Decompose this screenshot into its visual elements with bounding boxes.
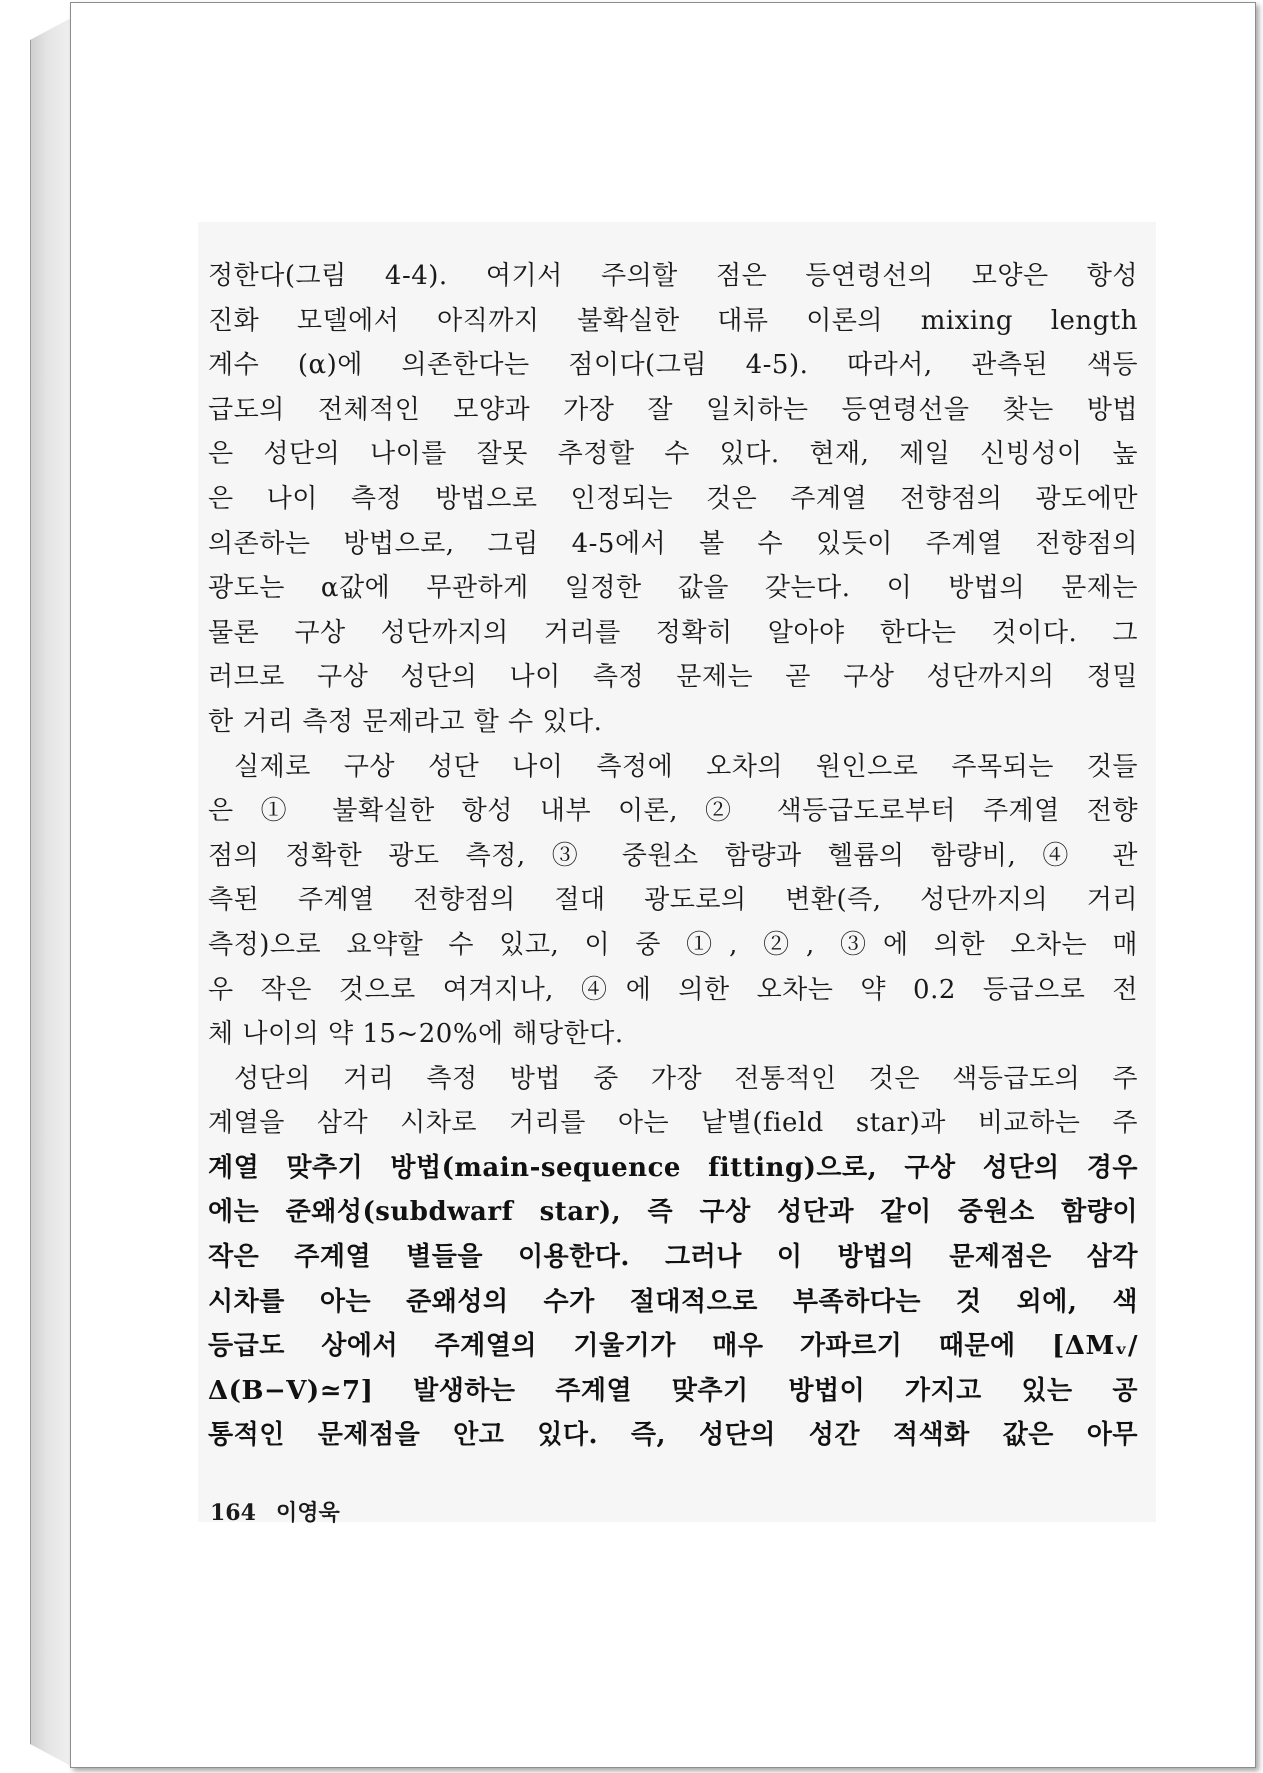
text-line: 체 나이의 약 15~20%에 해당한다. <box>208 1019 624 1050</box>
text-line: 은 나이 측정 방법으로 인정되는 것은 주계열 전향점의 광도에만 <box>208 483 1138 514</box>
text-line: 광도는 α값에 무관하게 일정한 값을 갖는다. 이 방법의 문제는 <box>208 573 1138 604</box>
text-line: 실제로 구상 성단 나이 측정에 오차의 원인으로 주목되는 것들 <box>234 751 1138 782</box>
text-line: 등급도 상에서 주계열의 기울기가 매우 가파르기 때문에 [ΔMᵥ/ <box>208 1331 1138 1362</box>
author-name: 이영욱 <box>275 1500 340 1526</box>
text-line: Δ(B−V)≃7] 발생하는 주계열 맞추기 방법이 가지고 있는 공 <box>208 1375 1138 1406</box>
text-line: 계수 (α)에 의존한다는 점이다(그림 4-5). 따라서, 관측된 색등 <box>208 350 1138 381</box>
text-line: 작은 주계열 별들을 이용한다. 그러나 이 방법의 문제점은 삼각 <box>208 1242 1138 1273</box>
text-line: 계열 맞추기 방법(main-sequence fitting)으로, 구상 성단의 경우 <box>208 1152 1138 1183</box>
text-line: 은 성단의 나이를 잘못 추정할 수 있다. 현재, 제일 신빙성이 높 <box>208 439 1138 470</box>
page-number: 164 <box>210 1500 256 1526</box>
text-line: 한 거리 측정 문제라고 할 수 있다. <box>208 706 603 737</box>
text-line: 통적인 문제점을 안고 있다. 즉, 성단의 성간 적색화 값은 아무 <box>208 1420 1138 1451</box>
text-line: 에는 준왜성(subdwarf star), 즉 구상 성단과 같이 중원소 함량이 <box>208 1197 1138 1228</box>
book-spine <box>30 18 71 1766</box>
text-line: 은 ① 불확실한 항성 내부 이론, ② 색등급도로부터 주계열 전향 <box>208 796 1138 827</box>
page-footer <box>210 1496 340 1527</box>
text-line: 정한다(그림 4-4). 여기서 주의할 점은 등연령선의 모양은 항성 <box>208 261 1138 291</box>
text-line: 계열을 삼각 시차로 거리를 아는 낱별(field star)과 비교하는 주 <box>208 1108 1138 1139</box>
text-line: 급도의 전체적인 모양과 가장 잘 일치하는 등연령선을 찾는 방법 <box>208 394 1138 425</box>
text-line: 우 작은 것으로 여겨지나, ④에 의한 오차는 약 0.2 등급으로 전 <box>208 974 1138 1005</box>
text-line: 진화 모델에서 아직까지 불확실한 대류 이론의 mixing length <box>208 305 1138 336</box>
body-text <box>208 254 1138 1458</box>
text-line: 측된 주계열 전향점의 절대 광도로의 변환(즉, 성단까지의 거리 <box>208 885 1138 916</box>
text-line: 물론 구상 성단까지의 거리를 정확히 알아야 한다는 것이다. 그 <box>208 617 1138 648</box>
text-line: 측정)으로 요약할 수 있고, 이 중 ①, ②, ③에 의한 오차는 매 <box>208 929 1138 960</box>
text-line: 러므로 구상 성단의 나이 측정 문제는 곧 구상 성단까지의 정밀 <box>208 662 1138 693</box>
text-line: 점의 정확한 광도 측정, ③ 중원소 함량과 헬륨의 함량비, ④ 관 <box>208 840 1138 871</box>
text-line: 의존하는 방법으로, 그림 4-5에서 볼 수 있듯이 주계열 전향점의 <box>208 528 1138 559</box>
text-line: 시차를 아는 준왜성의 수가 절대적으로 부족하다는 것 외에, 색 <box>208 1286 1138 1317</box>
text-line: 성단의 거리 측정 방법 중 가장 전통적인 것은 색등급도의 주 <box>234 1063 1138 1094</box>
